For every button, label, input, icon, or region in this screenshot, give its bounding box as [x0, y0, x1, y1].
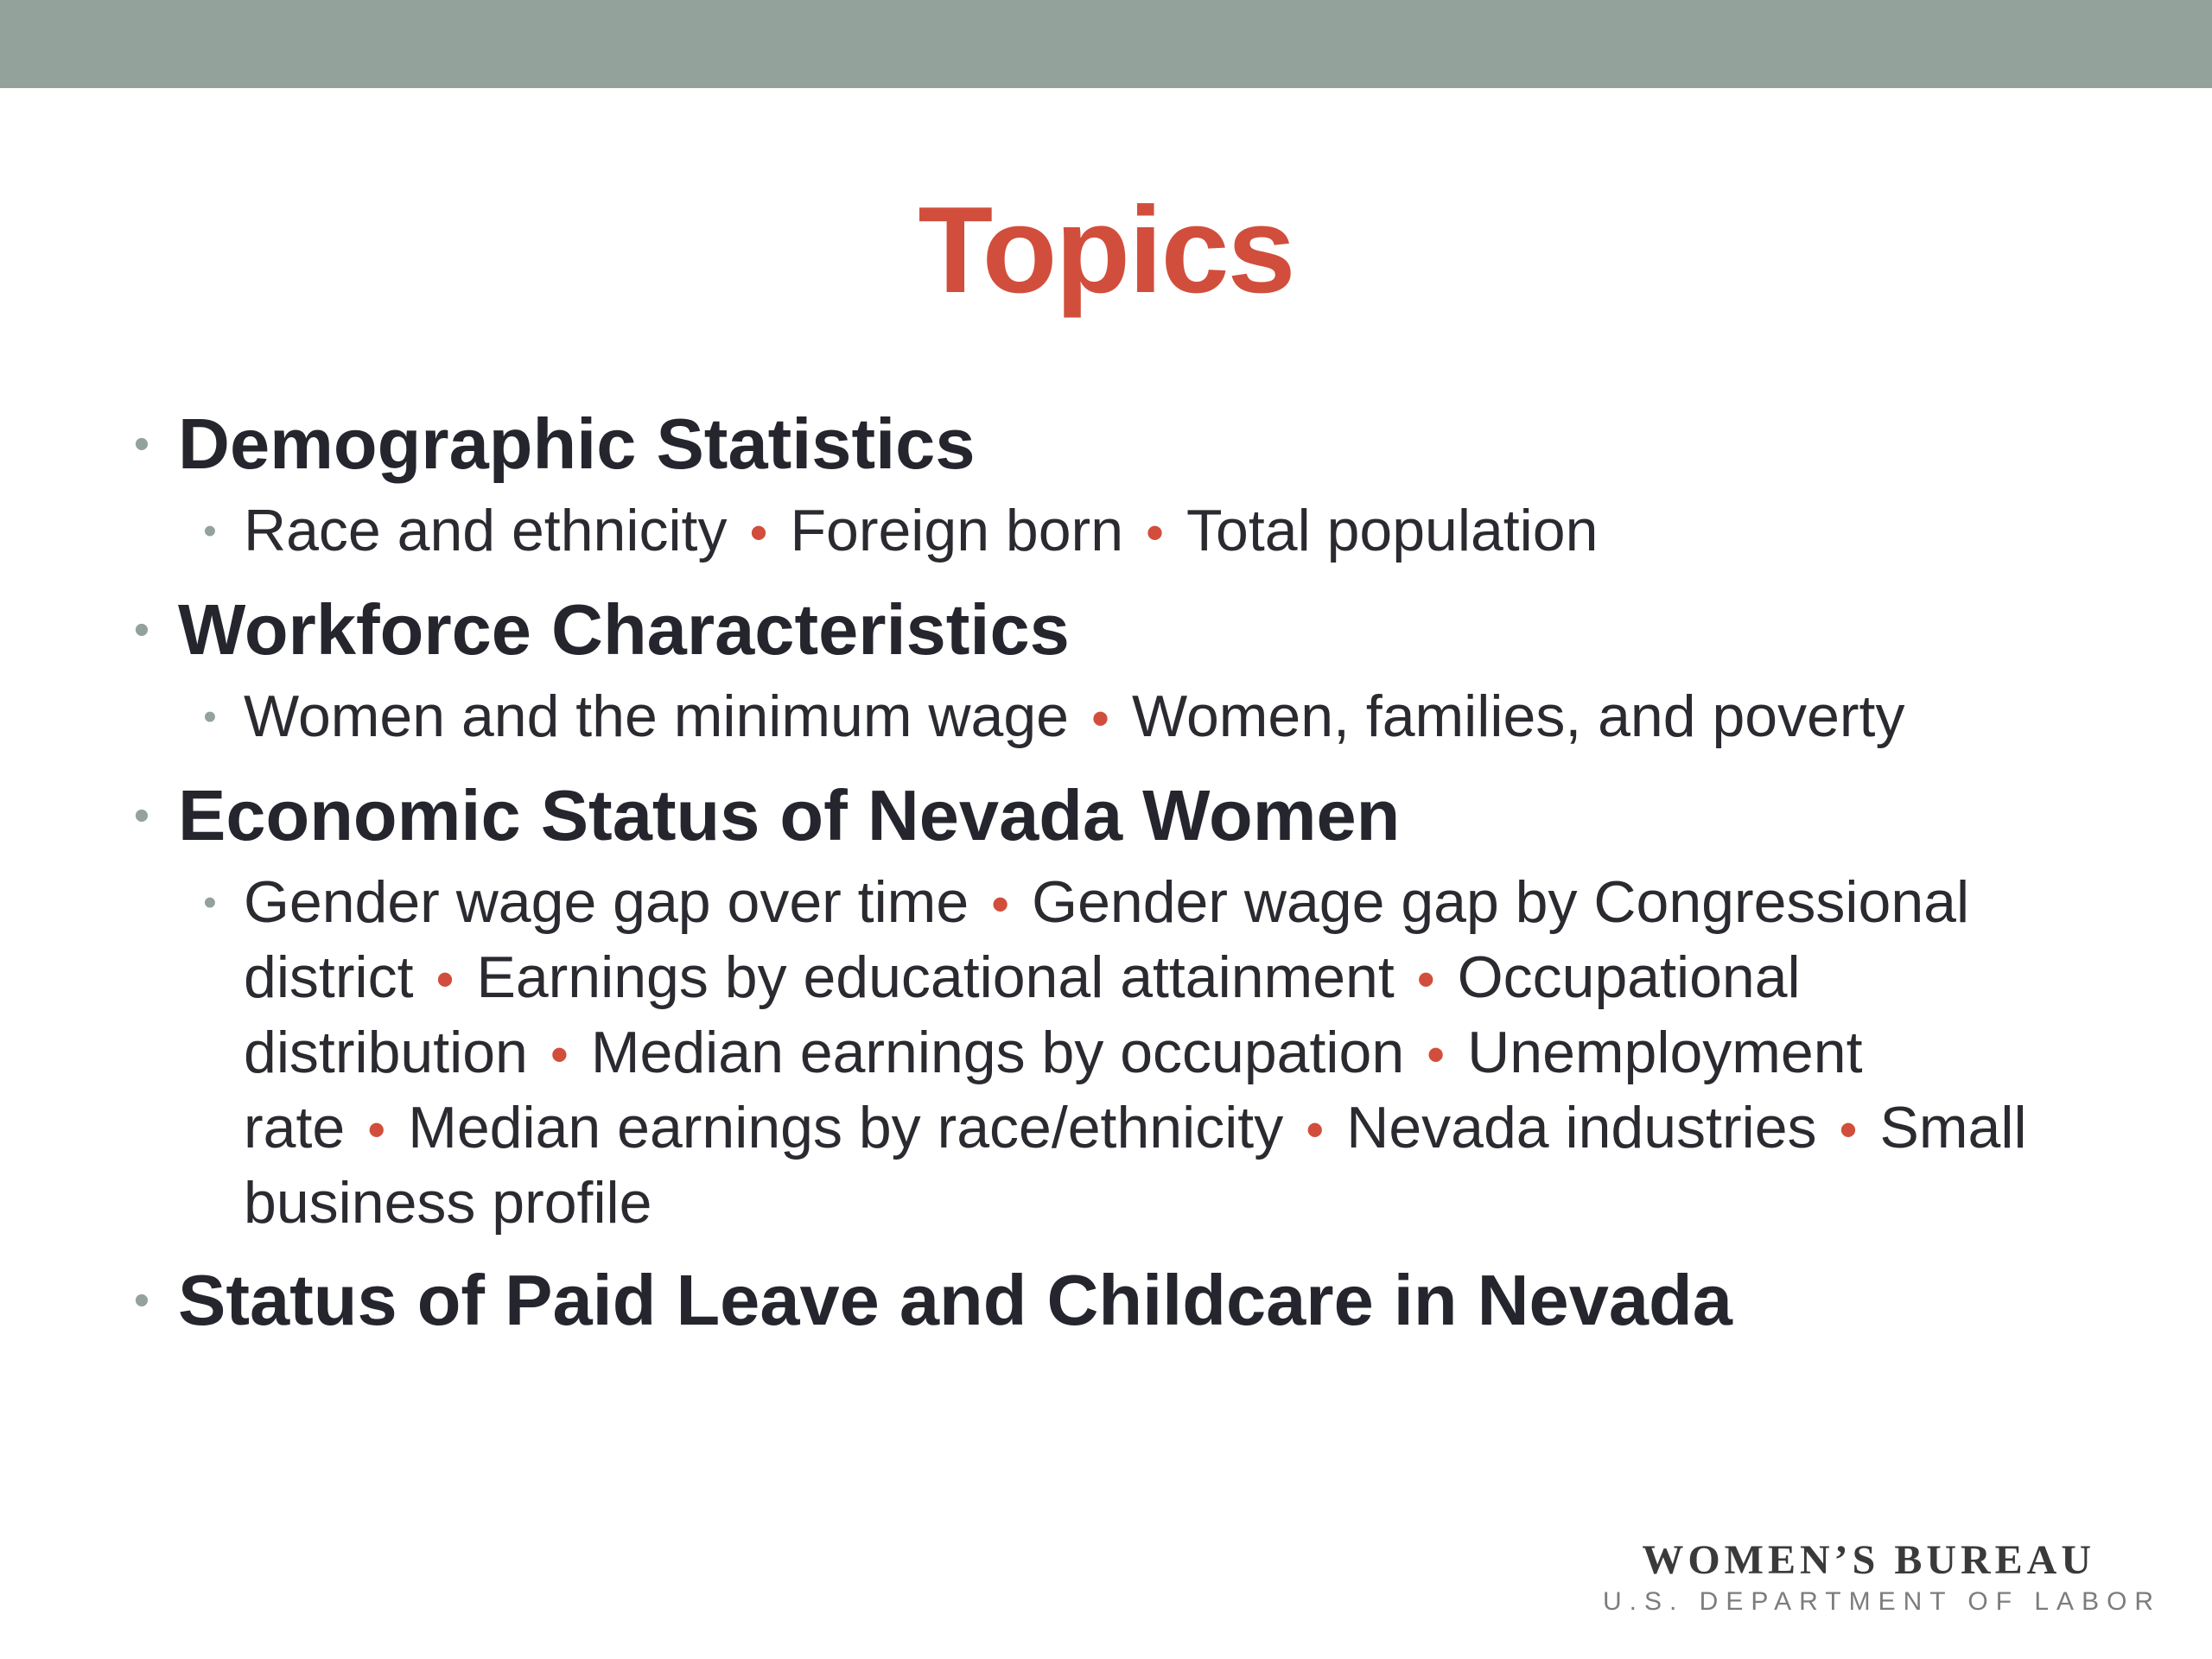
sub-item-list	[200, 494, 2117, 569]
bullet-icon: •	[133, 419, 150, 469]
sub-item-list	[200, 680, 2117, 755]
separator-dot-icon: •	[435, 950, 454, 1008]
topic-item: Small business profile	[244, 1095, 2027, 1236]
womens-bureau-logo	[1603, 1536, 2162, 1623]
section-heading	[130, 767, 2117, 864]
section-heading-text: Demographic Statistics	[178, 404, 976, 484]
topic-item: Women and the minimum wage	[244, 683, 1069, 749]
topics-list	[130, 396, 2117, 1349]
topic-item: Race and ethnicity	[244, 498, 728, 563]
separator-dot-icon: •	[1146, 504, 1165, 562]
separator-dot-icon: •	[367, 1101, 386, 1159]
logo-name: WOMEN’S BUREAU	[1642, 1537, 2095, 1583]
separator-dot-icon: •	[1306, 1101, 1325, 1159]
topic-item: Total population	[1186, 498, 1599, 563]
bullet-icon: •	[203, 696, 217, 738]
section-economic-status	[130, 767, 2117, 1240]
section-heading	[130, 1252, 2117, 1349]
bullet-icon: •	[133, 1275, 150, 1325]
topic-item: Median earnings by occupation	[590, 1020, 1405, 1085]
topic-item: Foreign born	[790, 498, 1124, 563]
section-demographic-statistics	[130, 396, 2117, 569]
topic-item: Gender wage gap over time	[244, 869, 969, 935]
separator-dot-icon: •	[550, 1026, 569, 1084]
section-paid-leave-childcare	[130, 1252, 2117, 1349]
slide-title: Topics	[918, 181, 1294, 319]
topic-item: Gender wage gap by Congressional district	[244, 869, 1970, 1010]
bullet-icon: •	[133, 791, 150, 841]
topic-item: Median earnings by race/ethnicity	[408, 1095, 1284, 1160]
section-heading-text: Economic Status of Nevada Women	[178, 775, 1401, 855]
sub-item-list	[200, 866, 2212, 1240]
topic-item: Women, families, and poverty	[1131, 683, 1905, 749]
topic-item: Earnings by educational attainment	[476, 944, 1395, 1010]
separator-dot-icon: •	[1427, 1026, 1446, 1084]
separator-dot-icon: •	[991, 875, 1010, 933]
separator-dot-icon: •	[1839, 1101, 1858, 1159]
bullet-icon: •	[133, 605, 150, 655]
section-heading	[130, 582, 2117, 678]
bullet-icon: •	[203, 881, 217, 924]
topic-item: Occupational distribution	[244, 944, 1801, 1085]
bullet-icon: •	[203, 510, 217, 552]
section-workforce-characteristics	[130, 582, 2117, 755]
separator-dot-icon: •	[749, 504, 768, 562]
top-banner-bar	[0, 0, 2212, 88]
topic-item: Nevada industries	[1346, 1095, 1817, 1160]
section-heading-text: Workforce Characteristics	[178, 589, 1070, 670]
separator-dot-icon: •	[1090, 690, 1109, 747]
separator-dot-icon: •	[1416, 950, 1435, 1008]
section-heading	[130, 396, 2117, 493]
topic-item: Unemployment rate	[244, 1020, 1863, 1160]
section-heading-text: Status of Paid Leave and Childcare in Nevada	[178, 1260, 1732, 1340]
logo-department: U.S. DEPARTMENT OF LABOR	[1603, 1587, 2162, 1616]
